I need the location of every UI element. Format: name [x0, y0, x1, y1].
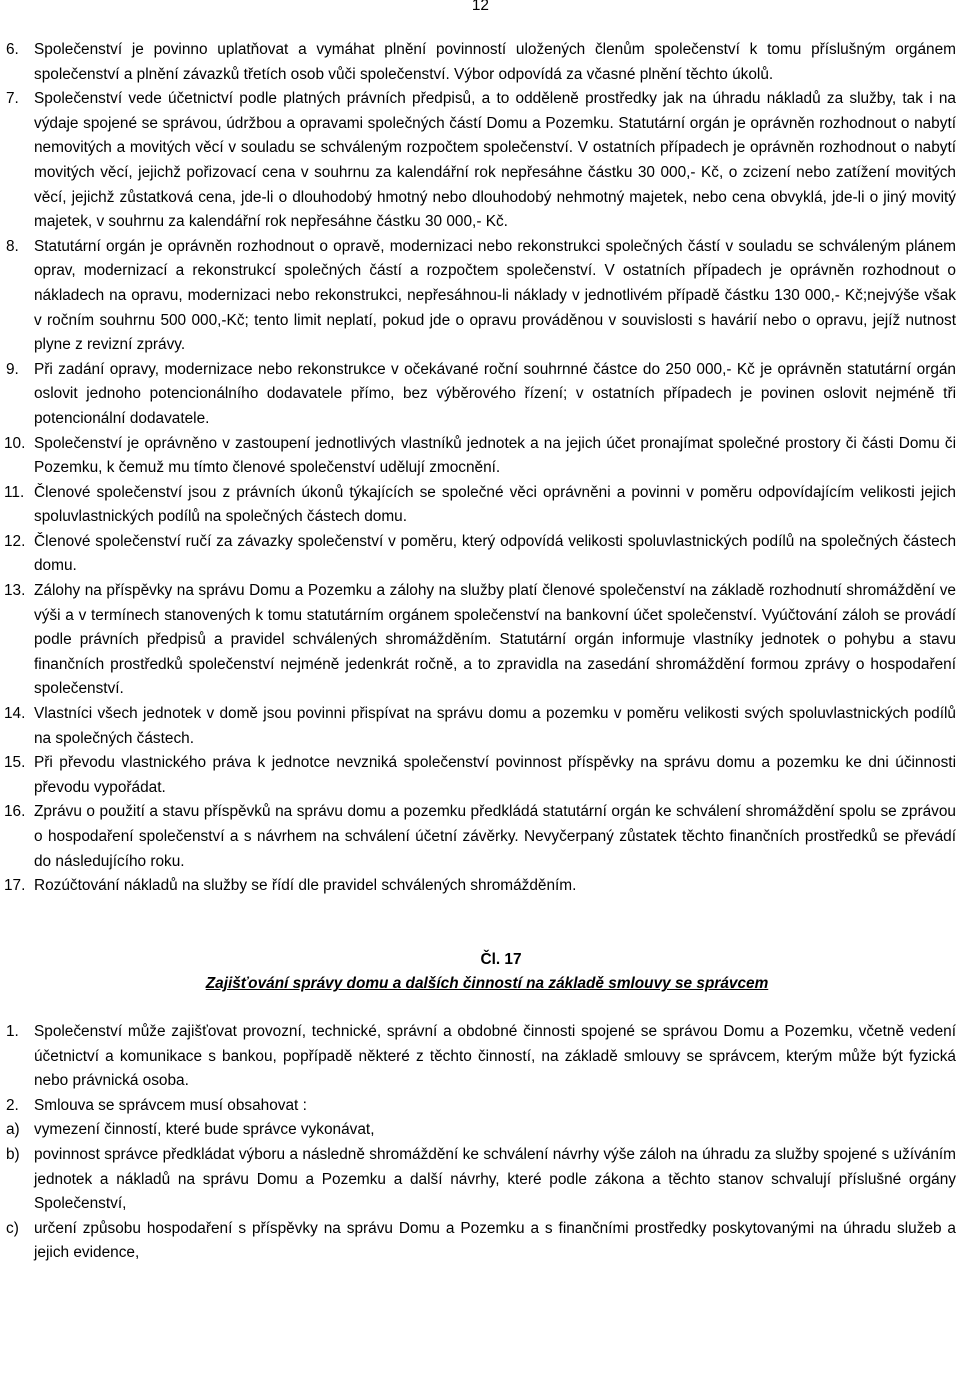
list-item-number: 14.: [4, 705, 26, 723]
list-item-text: Společenství je oprávněno v zastoupení jednotlivých vlastníků jednotek a na jejich účet pronajímat společné prostory či části Domu či Pozemku, k čemuž mu tímto členové společenství udělují zmocnění.: [34, 434, 956, 477]
list-item-text: Zálohy na příspěvky na správu Domu a Pozemku a zálohy na služby platí členové společenství na základě rozhodnutí shromáždění ve výši a v termínech stanovených k tomu statutárním orgánem společenství na bankovní účet společenství. Vyúčtování záloh se provádí podle právních předpisů a pravidel schválených shromážděním. Statutární orgán informuje vlastníky jednotek o pohybu a stavu finančních prostředků společenství nejméně jedenkrát ročně, a to zpravidla na zasedání shromáždění formou zprávy o hospodaření společenství.: [34, 582, 956, 698]
list-item-number: 11.: [4, 483, 25, 501]
list-item-number: 9.: [6, 360, 19, 378]
list-item-number: 12.: [4, 532, 26, 550]
list-item-text: Zprávu o použití a stavu příspěvků na správu domu a pozemku předkládá statutární orgán ke schválení shromáždění spolu se zprávou o hospodaření společenství a s návrhem na schválení účetní závěrky. Nevyčerpaný zůstatek těchto finančních prostředků se převádí do následujícího roku.: [34, 803, 956, 870]
list-item-number: 7.: [6, 90, 19, 108]
list-item: [6, 358, 956, 432]
list-item-number: 1.: [6, 1022, 19, 1040]
list-item: [6, 481, 956, 530]
sub-list-item-letter: b): [6, 1145, 20, 1163]
list-item-number: 10.: [4, 434, 26, 452]
list-item: [6, 87, 956, 235]
list-item: [6, 38, 956, 87]
list-item-text: Členové společenství jsou z právních úkonů týkajících se společné věci oprávněni a povinni v poměru odpovídajícím velikosti jejich spoluvlastnických podílů na společných částech domu.: [34, 483, 956, 526]
list-item: [6, 702, 956, 751]
sub-list-item-text: povinnost správce předkládat výboru a následně shromáždění ke schválení návrhy výše záloh na úhradu za služby spojené s užíváním jednotek a nákladů na správu Domu a Pozemku a další návrhy, které podle zákona a těchto stanov schvalují příslušné orgány Společenství,: [34, 1145, 956, 1213]
list-item-number: 16.: [4, 803, 26, 821]
sub-list-item: [6, 1143, 956, 1217]
list-item-number: 17.: [4, 877, 26, 895]
list-item-number: 15.: [4, 754, 26, 772]
list-item-text: Společenství může zajišťovat provozní, technické, správní a obdobné činnosti spojené se správou Domu a Pozemku, včetně vedení účetnictví a komunikace s bankou, popřípadě některé z těchto činností, na základě smlouvy se správcem, kterým může být fyzická nebo právnická osoba.: [34, 1022, 956, 1090]
list-item: [6, 751, 956, 800]
sub-list-item: [6, 1217, 956, 1266]
list-item-text: Statutární orgán je oprávněn rozhodnout o opravě, modernizaci nebo rekonstrukci společných částí v souladu se schváleným plánem oprav, modernizací a rekonstrukcí společných částí a rozpočtem společenství. V ostatních případech je oprávněn rozhodnout o nákladech na opravu, modernizaci nebo rekonstrukci, nepřesáhnou-li náklady v jednotlivém případě částku 130 000,- Kč;nejvýše však v ročním souhrnu 500 000,-Kč; tento limit neplatí, pokud jde o opravu prováděnou v souvislosti s havárií nebo o opravu, jejíž nutnost plyne z revizní zprávy.: [34, 237, 956, 354]
list-item: [6, 800, 956, 874]
sub-list-item-text: vymezení činností, které bude správce vykonávat,: [34, 1121, 375, 1139]
list-item: [6, 579, 956, 702]
list-item-number: 2.: [6, 1096, 19, 1114]
list-item-number: 6.: [6, 41, 19, 58]
list-item-text: Při převodu vlastnického práva k jednotce nevzniká společenství povinnost příspěvky na správu domu a pozemku ke dni účinnosti převodu vypořádat.: [34, 754, 956, 796]
list-item: [6, 530, 956, 579]
sub-list-item: [6, 1118, 956, 1143]
list-item-text: Členové společenství ručí za závazky společenství v poměru, který odpovídá velikosti spoluvlastnických podílů na společných částech domu.: [34, 532, 956, 575]
page-number: 12: [471, 0, 489, 14]
list-item-number: 8.: [6, 237, 19, 255]
sub-list-item-letter: a): [6, 1121, 20, 1139]
list-item-number: 13.: [4, 582, 26, 600]
article-number: Čl. 17: [480, 950, 522, 968]
document-body: [6, 38, 956, 1266]
article-title: Zajišťování správy domu a dalších činností na základě smlouvy se správcem: [205, 975, 769, 993]
list-item-text: Smlouva se správcem musí obsahovat :: [34, 1096, 307, 1114]
list-item: [6, 874, 956, 899]
list-item-text: Při zadání opravy, modernizace nebo rekonstrukce v očekávané roční souhrnné částce do 250 000,- Kč je oprávněn statutární orgán oslovit jednoho potencionálního dodavatele přímo, bez výběrového řízení; v ostatních případech je povinen oslovit nejméně tři potencionální dodavatele.: [34, 360, 956, 427]
article-heading: [6, 948, 956, 997]
list-item: [6, 432, 956, 481]
list-item-text: Společenství vede účetnictví podle platných právních předpisů, a to odděleně prostředky jak na úhradu nákladů za služby, tak i na výdaje spojené se správou, údržbou a opravami společných částí Domu a Pozemku. Statutární orgán je oprávněn rozhodnout o nabytí nemovitých a movitých věcí v souladu se schváleným rozpočtem společenství. V ostatních případech je oprávněn rozhodnout o nabytí movitých věcí, jejichž pořizovací cena v souhrnu za kalendářní rok nepřesáhne částku 30 000,- Kč, o zcizení nebo zatížení movitých věcí, jejichž zůstatková cena, jde-li o dlouhodobý hmotný nebo dlouhodobý nehmotný majetek, nebo cena obvyklá, jde-li o jiný movitý majetek, v souhrnu za kalendářní rok nepřesáhne částku 30 000,- Kč.: [34, 90, 956, 231]
sub-list-item-letter: c): [6, 1219, 19, 1237]
list-item: [6, 235, 956, 358]
list-item: [6, 1094, 956, 1119]
list-item-text: Vlastníci všech jednotek v domě jsou povinni přispívat na správu domu a pozemku v poměru velikosti svých spoluvlastnických podílů na společných částech.: [34, 705, 956, 747]
list-item-text: Rozúčtování nákladů na služby se řídí dle pravidel schválených shromážděním.: [34, 877, 577, 895]
list-item-text: Společenství je povinno uplatňovat a vymáhat plnění povinností uložených členům společenství k tomu příslušným orgánem společenství a plnění závazků třetích osob vůči společenství. Výbor odpovídá za včasné plnění těchto úkolů.: [34, 41, 956, 83]
sub-list-item-text: určení způsobu hospodaření s příspěvky na správu Domu a Pozemku a s finančními prostředky poskytovanými na úhradu služeb a jejich evidence,: [34, 1219, 956, 1262]
list-item: [6, 1020, 956, 1094]
